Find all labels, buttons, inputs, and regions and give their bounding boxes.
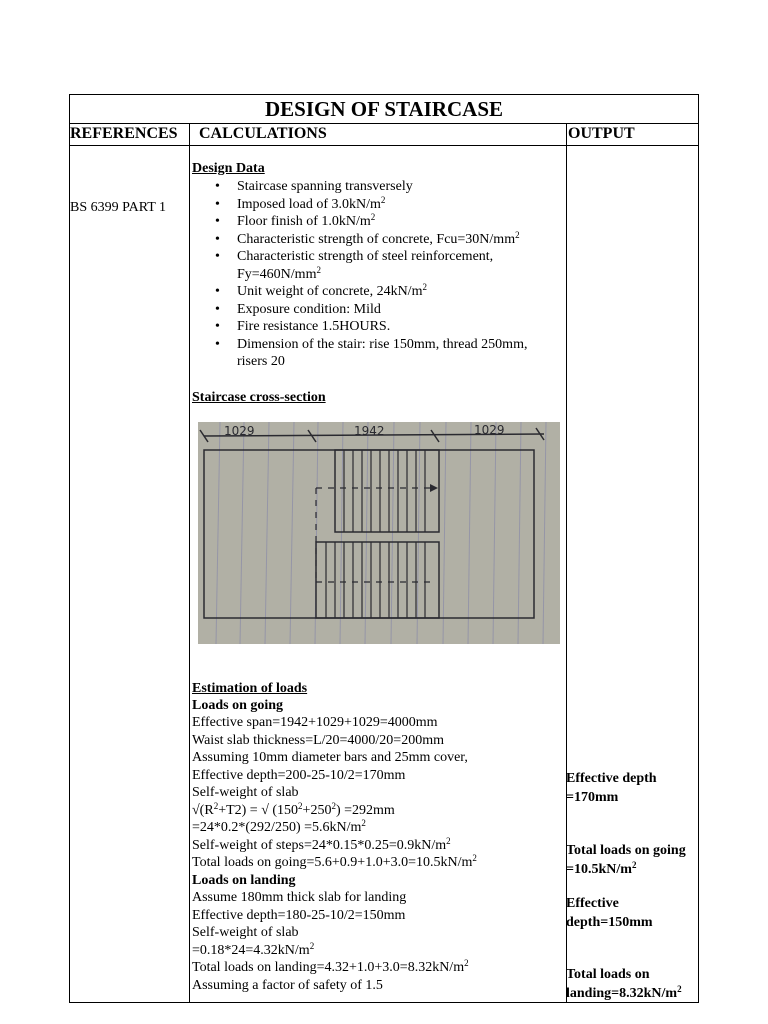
calc-line: Self-weight of slab [192,785,299,800]
output-effective-depth-going: Effective depth =170mm [566,771,657,805]
calc-line: Assuming 10mm diameter bars and 25mm cover, [192,750,468,765]
design-data-heading: Design Data [192,161,265,176]
header-calculations: CALCULATIONS [199,125,327,142]
design-item: • Unit weight of concrete, $24kN/m^2$ [192,283,564,301]
design-item: • Fire resistance 1.5HOURS. [192,318,564,336]
loads-heading: Estimation of loads [192,681,308,696]
design-item: • Exposure condition: Mild [192,301,564,319]
calc-line: Effective depth=200-25-10/2=170mm [192,767,406,783]
going-heading: Loads on going [192,698,284,713]
header-references: REFERENCES [70,125,178,142]
cross-section-heading: Staircase cross-section [192,390,326,405]
dim-label: 1029 [474,423,505,437]
landing-calculations [192,889,564,994]
design-item: • Dimension of the stair: rise 150mm, thread 250mm, risers 20 [192,336,564,371]
dim-label: 1029 [224,424,255,438]
calc-line: Total loads on $going=5.6+0.9+1.0+3.0=10.5kN/m^2$ [192,853,477,870]
design-data-list [192,178,564,371]
design-item: • Characteristic strength of concrete, $Fcu=30N/mm^2$ [192,231,564,249]
calc-line: Assuming a factor of safety of 1.5 [192,977,383,993]
design-item: • Floor finish of $1.0kN/m^2$ [192,213,564,231]
output-effective-depth-landing: Effective depth=150mm [566,896,653,930]
calc-line: Effective span=1942+1029+1029=4000mm [192,715,438,730]
header-divider [70,145,698,146]
staircase-sketch [198,422,560,644]
output-total-loads-going: Total loads on going $=10.5kN/m^2$ [566,843,686,877]
header-output: OUTPUT [568,125,635,142]
calc-line: $=0.18*24=4.32kN/m^2$ [192,940,315,958]
col-divider-1 [189,123,190,1002]
calc-line: Assume 180mm thick slab for landing [192,890,407,905]
calc-line: $√(R^2+T2)$ = √ $(150^2+250^2) =292mm$ [192,800,395,818]
calc-line: $=24*0.2*(292/250) =5.6kN/m^2$ [192,818,366,835]
design-item: • Staircase spanning transversely [192,178,564,196]
dim-label: 1942 [354,424,385,438]
reference-bs6399: BS 6399 PART 1 [70,200,167,215]
calc-line: Self-weight of slab [192,925,299,940]
calc-line: Effective depth=180-25-10/2=150mm [192,907,406,923]
calc-line: Waist slab thickness=L/20=4000/20=200mm [192,732,444,748]
staircase-sketch-photo [198,422,560,644]
going-calculations [192,714,564,872]
landing-heading: Loads on landing [192,873,296,888]
calc-line: Self-weight of $steps=24*0.15*0.25=0.9kN/m^2$ [192,835,451,853]
walk-direction-arrow-icon [430,484,438,492]
calc-line: Total loads on $landing=4.32+1.0+3.0=8.32kN/m^2$ [192,958,469,975]
design-item: • Characteristic strength of steel reinforcement, $Fy=460N/mm^2$ [192,248,564,283]
design-item: • Imposed load of $3.0kN/m^2$ [192,196,564,214]
page-title: DESIGN OF STAIRCASE [264,97,504,121]
output-total-loads-landing: Total loads on $landing=8.32kN/m^2$ [566,967,682,1001]
